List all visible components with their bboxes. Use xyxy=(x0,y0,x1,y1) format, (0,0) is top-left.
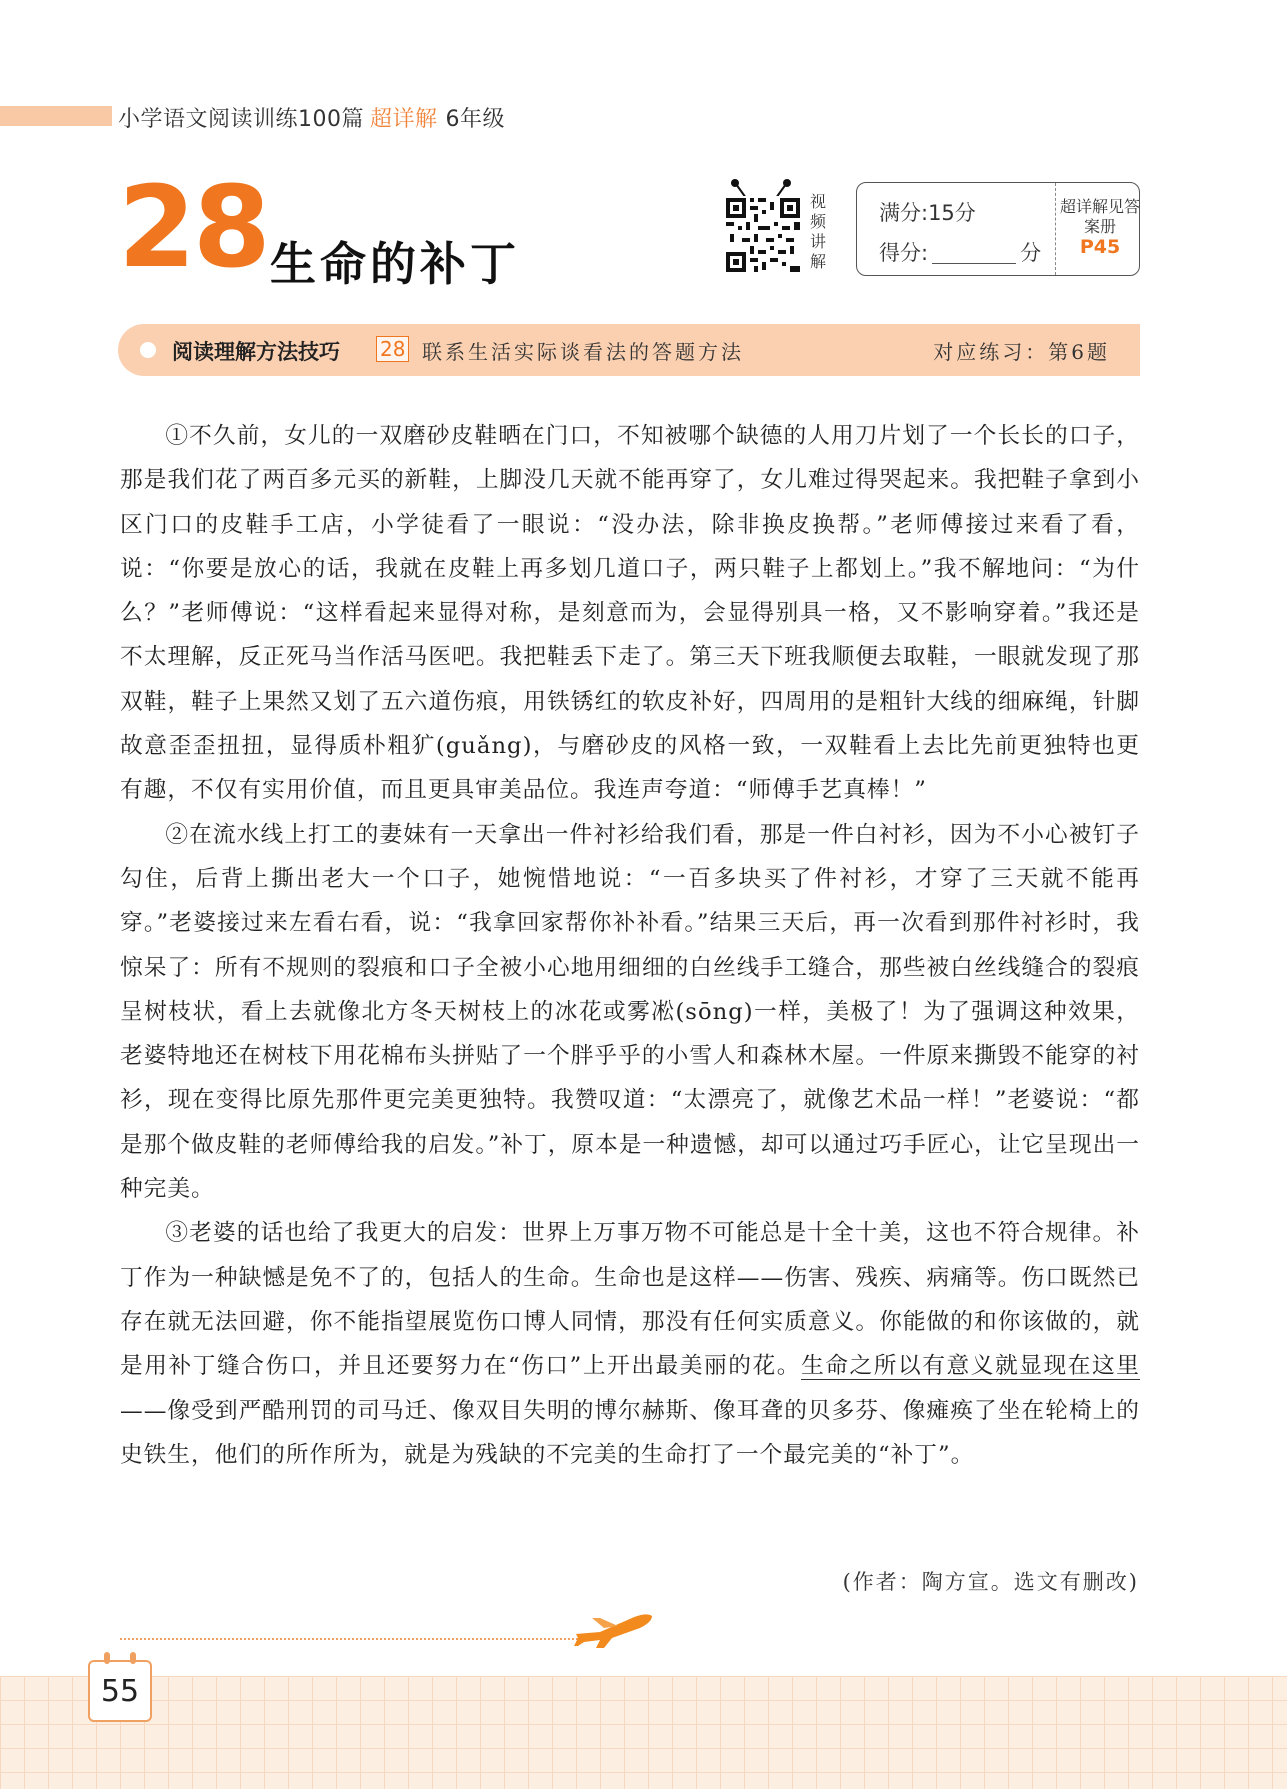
method-number: 28 xyxy=(376,336,409,362)
lesson-title: 生命的补丁 xyxy=(270,237,520,291)
footer-grid xyxy=(0,1676,1287,1789)
bullet-dot-icon xyxy=(140,342,156,358)
score-blank[interactable] xyxy=(932,263,1016,264)
score-field xyxy=(879,237,1041,267)
paragraph-2: ②在流水线上打工的妻妹有一天拿出一件衬衫给我们看，那是一件白衬衫，因为不小心被钉子勾住，后背上撕出老大一个口子，她惋惜地说：“一百多块买了件衬衫，才穿了三天就不能再穿。”老婆接过来左看右看，说：“我拿回家帮你补补看。”结果三天后，再一次看到那件衬衫时，我惊呆了：所有不规则的裂痕和口子全被小心地用细细的白丝线手工缝合，那些被白丝线缝合的裂痕呈树枝状，看上去就像北方冬天树枝上的冰花或雾凇(sōng)一样，美极了！为了强调这种效果，老婆特地还在树枝下用花棉布头拼贴了一个胖乎乎的小雪人和森林木屋。一件原来撕毁不能穿的衬衫，现在变得比原先那件更完美更独特。我赞叹道：“太漂亮了，就像艺术品一样！”老婆说：“都是那个做皮鞋的老师傅给我的启发。”补丁，原本是一种遗憾，却可以通过巧手匠心，让它呈现出一种完美。 xyxy=(120,821,1140,1203)
method-tip-bar xyxy=(118,324,1140,376)
paragraph-1: ①不久前，女儿的一双磨砂皮鞋晒在门口，不知被哪个缺德的人用刀片划了一个长长的口子，那是我们花了两百多元买的新鞋，上脚没几天就不能再穿了，女儿难过得哭起来。我把鞋子拿到小区门口的皮鞋手工店，小学徒看了一眼说：“没办法，除非换皮换帮。”老师傅接过来看了看，说：“你要是放心的话，我就在皮鞋上再多划几道口子，两只鞋子上都划上。”我不解地问：“为什么？”老师傅说：“这样看起来显得对称，是刻意而为，会显得别具一格，又不影响穿着。”我还是不太理解，反正死马当作活马医吧。我把鞋丢下走了。第三天下班我顺便去取鞋，一眼就发现了那双鞋，鞋子上果然又划了五六道伤痕，用铁锈红的软皮补好，四周用的是粗针大线的细麻绳，针脚故意歪歪扭扭，显得质朴粗犷(guǎng)，与磨砂皮的风格一致，一双鞋看上去比先前更独特也更有趣，不仅有实用价值，而且更具审美品位。我连声夸道：“师傅手艺真棒！” xyxy=(120,423,1140,804)
score-divider xyxy=(1055,183,1056,275)
plane-icon xyxy=(570,1604,660,1652)
series-grade: 6年级 xyxy=(445,107,506,132)
header-strip xyxy=(0,106,112,126)
paragraph-3-after: ——像受到严酷刑罚的司马迁、像双目失明的博尔赫斯、像耳聋的贝多芬、像瘫痪了坐在轮椅上的史铁生，他们的所作所为，就是为残缺的不完美的生命打了一个最完美的“补丁”。 xyxy=(120,1397,1140,1468)
paragraph-3 xyxy=(120,1211,1140,1477)
series-title xyxy=(118,102,505,133)
page-number: 55 xyxy=(100,1674,140,1709)
lesson-number: 28 xyxy=(118,163,268,293)
method-text: 联系生活实际谈看法的答题方法 xyxy=(422,340,744,364)
full-score: 满分:15分 xyxy=(879,201,976,225)
video-explain-label: 视频讲解 xyxy=(809,192,826,271)
score-box xyxy=(856,182,1140,276)
score-unit: 分 xyxy=(1020,241,1042,265)
answer-ref-text: 超详解见答案册 xyxy=(1059,197,1140,236)
series-highlight: 超详解 xyxy=(370,107,438,132)
author-note: (作者：陶方宣。选文有删改) xyxy=(842,1570,1139,1594)
score-label: 得分: xyxy=(879,241,929,265)
calendar-icon xyxy=(98,1652,142,1664)
underlined-sentence: 生命之所以有意义就显现在这里 xyxy=(801,1353,1140,1380)
series-name: 小学语文阅读训练100篇 xyxy=(118,107,364,132)
page-number-badge xyxy=(88,1660,152,1722)
answer-reference xyxy=(1059,197,1141,257)
method-label: 阅读理解方法技巧 xyxy=(172,340,340,364)
article-body xyxy=(120,414,1140,1477)
method-practice: 对应练习：第6题 xyxy=(933,340,1110,364)
answer-page: P45 xyxy=(1079,236,1121,258)
dotted-divider xyxy=(120,1638,582,1640)
paragraph-3-before: ③老婆的话也给了我更大的启发：世界上万事万物不可能总是十全十美，这也不符合规律。补丁作为一种缺憾是免不了的，包括人的生命。生命也是这样——伤害、残疾、病痛等。伤口既然已存在就无法回避，你不能指望展览伤口博人同情，那没有任何实质意义。你能做的和你该做的，就是用补丁缝合伤口，并且还要努力在“伤口”上开出最美丽的花。 xyxy=(120,1220,1140,1380)
